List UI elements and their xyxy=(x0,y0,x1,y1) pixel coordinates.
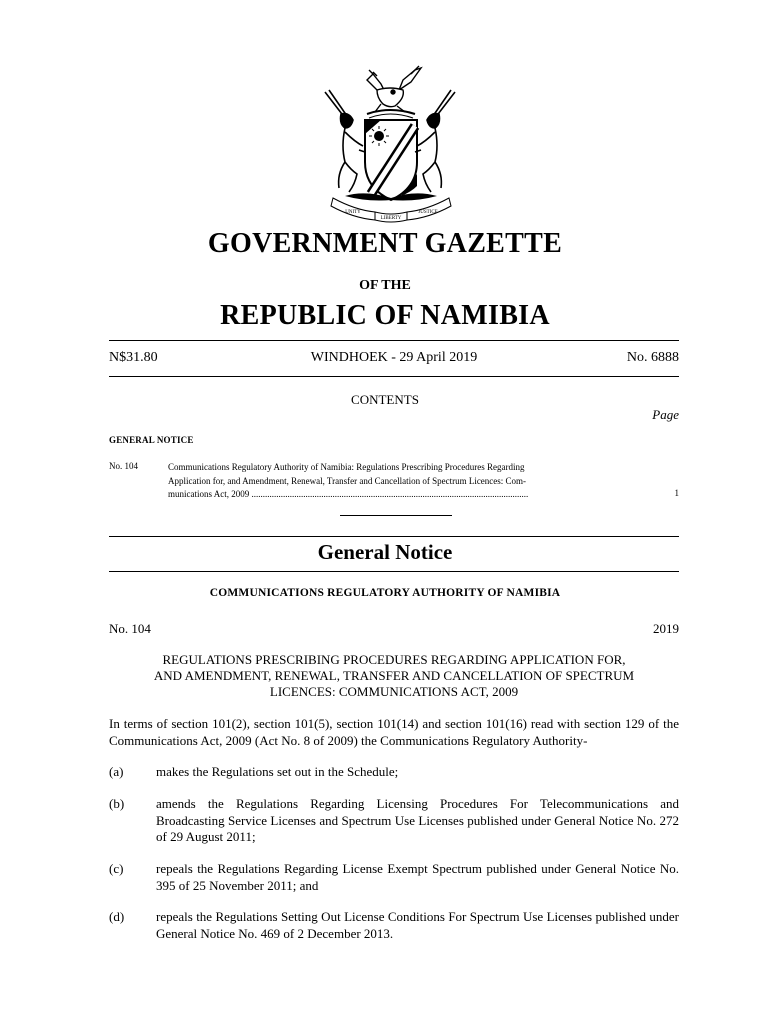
price: N$31.80 xyxy=(109,350,158,365)
item-text: amends the Regulations Regarding Licensing Procedures For Telecommunications and Broadcasting Service Licenses and Spectrum Use Licenses published under General Notice No. 272 of 29 August 2011; xyxy=(156,796,679,844)
toc-entry-number: No. 104 xyxy=(109,461,138,471)
general-notice-title: General Notice xyxy=(317,540,453,564)
shield-icon xyxy=(365,120,417,200)
header-rule-top xyxy=(109,340,679,341)
oryx-left-icon xyxy=(325,90,365,192)
regulations-title xyxy=(109,652,679,700)
republic-title: REPUBLIC OF NAMIBIA xyxy=(220,300,550,331)
regulations-title-line: AND AMENDMENT, RENEWAL, TRANSFER AND CANCELLATION OF SPECTRUM xyxy=(153,668,635,683)
contents-heading: CONTENTS xyxy=(351,392,419,407)
item-label: (b) xyxy=(109,796,125,811)
toc-entry-page: 1 xyxy=(674,488,679,498)
motto-justice: JUSTICE xyxy=(418,210,438,215)
item-label: (d) xyxy=(109,909,125,924)
gazette-number: No. 6888 xyxy=(626,350,679,365)
motto-liberty: LIBERTY xyxy=(380,216,402,221)
item-text: repeals the Regulations Regarding License Exempt Spectrum published under General Notice No. 395 of 25 November 2011; and xyxy=(156,861,679,893)
contents-end-rule xyxy=(340,515,452,516)
motto-ribbon xyxy=(331,198,451,222)
contents-section-heading: GENERAL NOTICE xyxy=(109,435,194,445)
toc-entry-line: Application for, and Amendment, Renewal, Transfer and Cancellation of Spectrum Licences: Com- xyxy=(168,475,527,486)
toc-entry-line: munications Act, 2009 ........................................................................................................................... xyxy=(168,489,529,499)
authority-heading: COMMUNICATIONS REGULATORY AUTHORITY OF NAMIBIA xyxy=(209,587,561,599)
notice-rule-bottom xyxy=(109,571,679,572)
coat-of-arms-emblem xyxy=(315,62,465,224)
notice-number: No. 104 xyxy=(109,621,151,636)
notice-number-row xyxy=(109,621,679,639)
page-column-label: Page xyxy=(652,407,679,422)
regulations-title-line: REGULATIONS PRESCRIBING PROCEDURES REGARDING APPLICATION FOR, xyxy=(162,652,626,667)
item-text: repeals the Regulations Setting Out License Conditions For Spectrum Use Licenses published under General Notice No. 469 of 2 December 2013. xyxy=(156,909,679,941)
gazette-info-row xyxy=(109,350,679,370)
gazette-title: GOVERNMENT GAZETTE xyxy=(207,228,563,259)
toc-entry-text xyxy=(168,461,636,502)
header-rule-bottom xyxy=(109,376,679,377)
item-text: makes the Regulations set out in the Schedule; xyxy=(156,764,399,779)
motto-unity: UNITY xyxy=(345,210,361,215)
notice-year: 2019 xyxy=(653,621,679,636)
notice-rule-top xyxy=(109,536,679,537)
of-the-label: OF THE xyxy=(359,278,411,293)
item-label: (c) xyxy=(109,861,124,876)
place-date: WINDHOEK - 29 April 2019 xyxy=(310,350,478,365)
oryx-right-icon xyxy=(415,90,455,192)
regulations-title-line: LICENCES: COMMUNICATIONS ACT, 2009 xyxy=(269,684,519,699)
intro-paragraph: In terms of section 101(2), section 101(5), section 101(14) and section 101(16) read with section 129 of the Communications Act, 2009 (Act No. 8 of 2009) the Communications Regulatory Authority- xyxy=(109,716,679,748)
eagle-icon xyxy=(367,66,421,112)
toc-entry-line: Communications Regulatory Authority of Namibia: Regulations Prescribing Procedures Regarding xyxy=(168,462,525,472)
item-label: (a) xyxy=(109,764,124,779)
